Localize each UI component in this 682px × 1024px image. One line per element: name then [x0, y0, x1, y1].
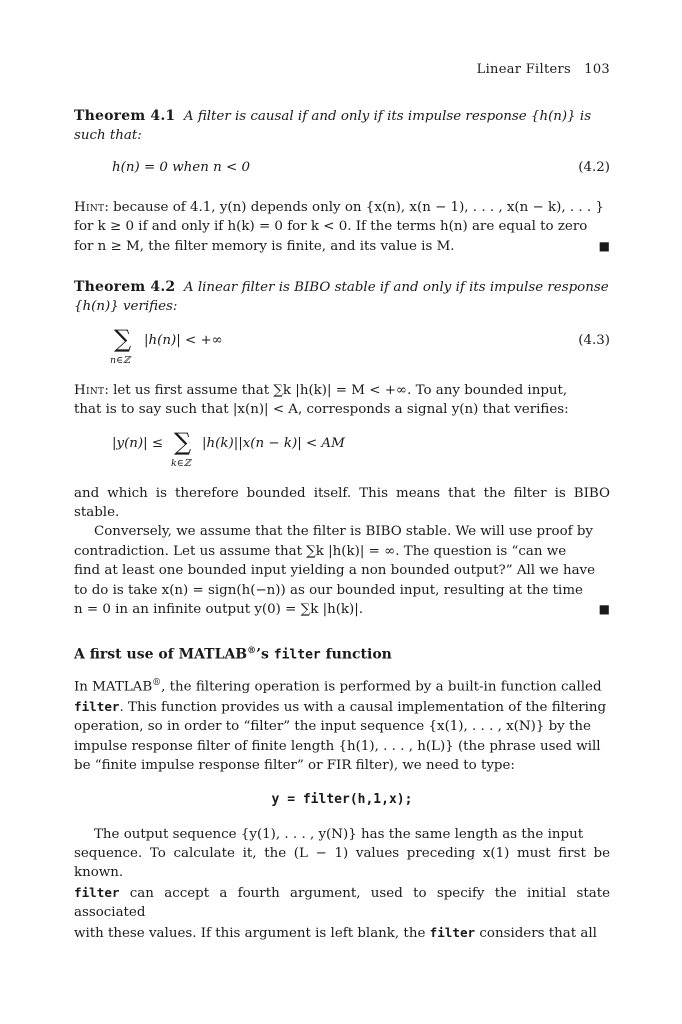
qed-square: ■ — [598, 602, 610, 617]
inline-code: filter — [74, 699, 120, 715]
code-example: y = filter(h,1,x); — [271, 791, 413, 807]
inequality — [74, 427, 610, 474]
inequality-left: |y(n)| ≤ — [112, 435, 164, 451]
running-title: Linear Filters — [476, 62, 571, 77]
theorem-statement-cont: {h(n)} verifies: — [74, 299, 178, 315]
theorem-4-1 — [74, 107, 610, 256]
proof-text: and which is therefore bounded itself. This means that the filter is BIBO stable. — [74, 485, 610, 521]
proof-text: contradiction. Let us assume that ∑k |h(k)| = ∞. The question is “can we — [74, 543, 567, 559]
theorem-statement-cont: such that: — [74, 128, 142, 144]
body-text: The output sequence {y(1), . . . , y(N)} has the same length as the input — [94, 826, 584, 842]
proof-text: find at least one bounded input yielding a non bounded output?” All we have — [74, 563, 596, 579]
proof-text: Conversely, we assume that the filter is BIBO stable. We will use proof by — [94, 524, 593, 540]
proof-text: n = 0 in an infinite output y(0) = ∑k |h(k)|. — [74, 602, 364, 618]
section-body: In MATLAB®, the filtering operation is performed by a built-in function called filter. This function provides us with a causal implementation of the filtering operation, so in order to “filter” the input sequence {x(1), . . . , x(N)} by the impulse response filter of finite length {h(1), . . . , h(L)} (the phrase used will be “finite impulse response filter” or FIR filter), we need to type: y = filter(h,1,x); The output sequence {y(1), . . . , y(N)} has the same length as the input sequence. To calculate it, the (L − 1) values preceding x(1) must first be known. filter can accept a fourth argument, used to specify the initial state associated with these values. If this argument is left blank, the filter considers that all — [74, 678, 610, 941]
body-text: sequence. To calculate it, the (L − 1) values preceding x(1) must first be known. — [74, 846, 610, 881]
body-text: operation, so in order to “filter” the input sequence {x(1), . . . , x(N)} by the — [74, 719, 591, 735]
hint-text: : let us first assume that ∑k |h(k)| = M < +∞. To any bounded input, — [104, 382, 568, 398]
sum-symbol: ∑ — [174, 427, 192, 456]
hint-text: : because of 4.1, y(n) depends only on {x(n), x(n − 1), . . . , x(n − k), . . . } — [104, 199, 604, 215]
running-head — [74, 62, 610, 77]
hint-label: Hint — [74, 382, 105, 398]
sum-subscript: k∈ℤ — [171, 457, 191, 469]
page-number: 103 — [584, 62, 610, 77]
equation-4-3 — [74, 324, 610, 371]
inequality-right: |h(k)||x(n − k)| < AM — [202, 435, 345, 451]
body-text: be “finite impulse response filter” or FIR filter), we need to type: — [74, 758, 515, 774]
qed-square: ■ — [598, 238, 610, 253]
inline-code: filter — [74, 884, 120, 900]
theorem-4-2 — [74, 278, 610, 619]
equation-4-2 — [74, 158, 610, 182]
theorem-title: Theorem 4.2 — [74, 279, 176, 296]
equation-number: (4.2) — [578, 159, 610, 175]
sum-subscript: n∈ℤ — [110, 354, 131, 366]
inline-code: filter — [429, 924, 476, 940]
sum-symbol: ∑ — [114, 324, 132, 353]
hint-text: that is to say such that |x(n)| < A, corresponds a signal y(n) that verifies: — [74, 402, 569, 418]
theorem-title: Theorem 4.1 — [74, 108, 176, 124]
section-heading: A first use of MATLAB®’s filter function — [74, 645, 392, 663]
theorem-statement: A filter is causal if and only if its impulse response {h(n)} is — [183, 109, 592, 124]
theorem-statement: A linear filter is BIBO stable if and only if its impulse response — [183, 280, 609, 296]
page — [74, 62, 610, 943]
hint-label: Hint — [74, 199, 105, 215]
proof-text: to do is take x(n) = sign(h(−n)) as our bounded input, resulting at the time — [74, 582, 583, 598]
hint-text: for k ≥ 0 if and only if h(k) = 0 for k < 0. If the terms h(n) are equal to zero — [74, 219, 588, 235]
hint-text: for n ≥ M, the filter memory is finite, and its value is M. — [74, 238, 455, 254]
body-text: impulse response filter of finite length {h(1), . . . , h(L)} (the phrase used will — [74, 738, 601, 754]
equation-number: (4.3) — [578, 332, 610, 348]
equation-body: h(n) = 0 when n < 0 — [112, 159, 250, 175]
equation-body: |h(n)| < +∞ — [144, 332, 223, 348]
